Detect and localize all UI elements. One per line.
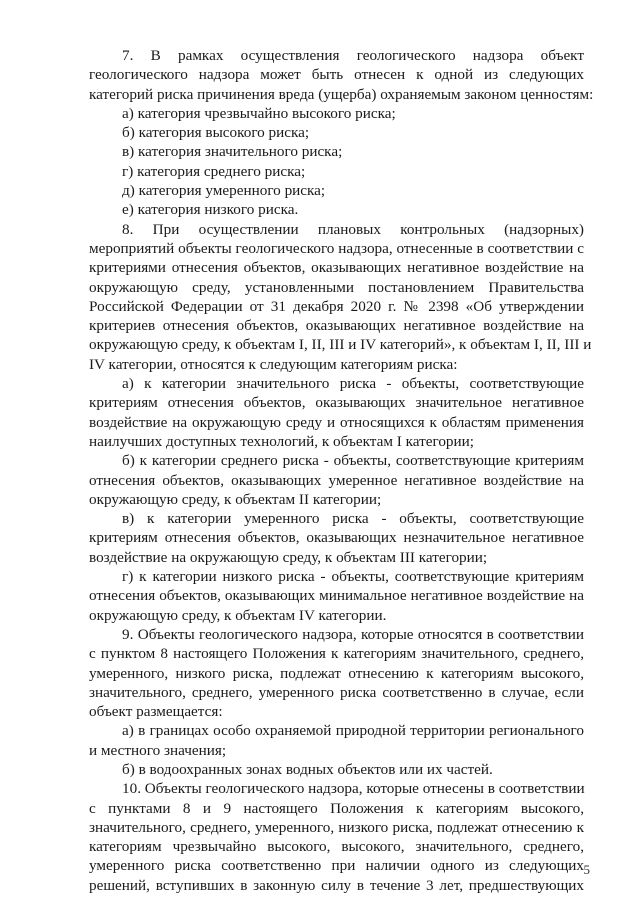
text-line: наилучших доступных технологий, к объектам I категории; — [89, 432, 474, 450]
text-line: категорий риска причинения вреда (ущерба) охраняемым законом ценностям: — [89, 85, 594, 103]
text-line: объект размещается: — [89, 703, 223, 721]
text-line: 9. Объекты геологического надзора, которые относятся в соответствии — [122, 625, 584, 643]
text-line: критериев отнесения объектов, оказывающих негативное воздействие на — [89, 317, 584, 335]
text-line: е) категория низкого риска. — [122, 201, 299, 219]
text-line: значительного, среднего, умеренного, низкого риска, подлежат отнесению к — [89, 818, 584, 836]
text-line: а) категория чрезвычайно высокого риска; — [122, 104, 396, 122]
document-body — [89, 46, 594, 895]
text-line: д) категория умеренного риска; — [122, 182, 326, 200]
text-line: окружающую среду, к объектам I, II, III и IV категорий», к объектам I, II, III и — [89, 336, 592, 354]
page-number: 5 — [583, 862, 590, 877]
text-line: г) к категории низкого риска - объекты, соответствующие критериям — [122, 568, 584, 586]
text-line: критериям отнесения объектов, оказывающих значительное негативное — [89, 394, 584, 412]
text-line: б) к категории среднего риска - объекты, соответствующие критериям — [122, 452, 584, 470]
text-line: умеренного риска соответственно при наличии одного из следующих — [89, 857, 584, 875]
text-line: значительного, среднего, умеренного риска соответственно в случае, если — [89, 683, 584, 701]
text-line: б) в водоохранных зонах водных объектов или их частей. — [122, 760, 493, 778]
text-line: категориям чрезвычайно высокого, высокого, значительного, среднего, — [89, 838, 584, 856]
text-line: г) категория среднего риска; — [122, 162, 306, 180]
text-line: с пунктом 8 настоящего Положения к категориям значительного, среднего, — [89, 645, 584, 663]
text-line: IV категории, относятся к следующим категориям риска: — [89, 355, 458, 373]
text-line: 8. При осуществлении плановых контрольных (надзорных) — [122, 220, 584, 238]
text-line: окружающую среду, установленными постановлением Правительства — [89, 278, 584, 296]
text-line: Российской Федерации от 31 декабря 2020 г. № 2398 «Об утверждении — [89, 297, 584, 315]
text-line: воздействие на окружающую среду и относящихся к областям применения — [89, 413, 584, 431]
text-line: воздействие на окружающую среду, к объектам III категории; — [89, 548, 488, 566]
text-line: окружающую среду, к объектам II категории; — [89, 490, 382, 508]
text-line: 10. Объекты геологического надзора, которые отнесены в соответствии — [122, 780, 585, 798]
text-line: критериями отнесения объектов, оказывающих негативное воздействие на — [89, 259, 584, 277]
text-line: отнесения объектов, оказывающих минимальное негативное воздействие на — [89, 587, 584, 605]
text-line: окружающую среду, к объектам IV категории. — [89, 606, 387, 624]
text-line: а) к категории значительного риска - объекты, соответствующие — [122, 375, 584, 393]
text-line: критериям отнесения объектов, оказывающих незначительное негативное — [89, 529, 584, 547]
text-line: геологического надзора может быть отнесен к одной из следующих — [89, 66, 584, 84]
text-line: отнесения объектов, оказывающих умеренное негативное воздействие на — [89, 471, 584, 489]
text-line: а) в границах особо охраняемой природной территории регионального — [122, 722, 584, 740]
text-line: умеренного, низкого риска, подлежат отнесению к категориям высокого, — [89, 664, 584, 682]
text-line: с пунктами 8 и 9 настоящего Положения к категориям высокого, — [89, 799, 584, 817]
text-line: в) к категории умеренного риска - объекты, соответствующие — [122, 510, 584, 528]
text-line: в) категория значительного риска; — [122, 143, 343, 161]
text-line: б) категория высокого риска; — [122, 124, 310, 142]
text-line: решений, вступивших в законную силу в течение 3 лет, предшествующих — [89, 876, 584, 894]
text-line: и местного значения; — [89, 741, 227, 759]
text-line: 7. В рамках осуществления геологического надзора объект — [122, 47, 584, 64]
text-line: мероприятий объекты геологического надзора, отнесенные в соответствии с — [89, 239, 584, 257]
